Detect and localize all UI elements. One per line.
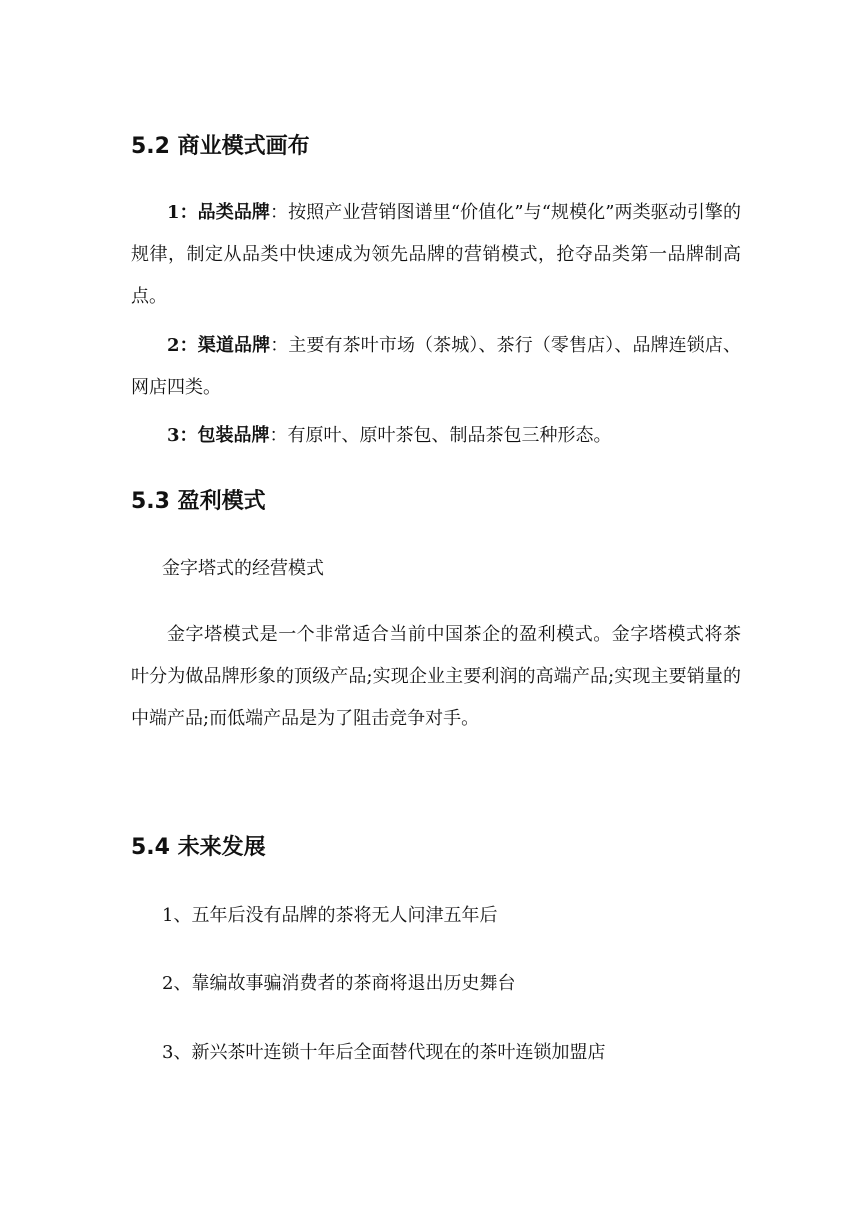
paragraph-package-brand bbox=[131, 415, 741, 457]
label-package-brand: 3：包装品牌 bbox=[167, 425, 270, 446]
paragraph-channel-brand bbox=[131, 325, 741, 409]
list-item: 1、五年后没有品牌的茶将无人问津五年后 bbox=[162, 905, 498, 926]
heading-5-4: 5.4 未来发展 bbox=[131, 835, 266, 860]
label-category-brand: 1：品类品牌 bbox=[167, 202, 271, 223]
paragraph-category-brand bbox=[131, 192, 741, 318]
heading-5-2: 5.2 商业模式画布 bbox=[131, 134, 310, 159]
label-channel-brand: 2：渠道品牌 bbox=[167, 335, 271, 356]
heading-5-3: 5.3 盈利模式 bbox=[131, 489, 266, 514]
subtitle-pyramid-model: 金字塔式的经营模式 bbox=[162, 558, 324, 579]
text-channel-brand: ：主要有茶叶市场（茶城）、茶行（零售店）、品牌连锁店、网店四类。 bbox=[131, 335, 742, 398]
list-item: 2、靠编故事骗消费者的茶商将退出历史舞台 bbox=[162, 973, 516, 994]
text-package-brand: ：有原叶、原叶茶包、制品茶包三种形态。 bbox=[269, 425, 612, 446]
text-category-brand: ：按照产业营销图谱里“价值化”与“规模化”两类驱动引擎的规律，制定从品类中快速成为领先品牌的营销模式，抢夺品类第一品牌制高点。 bbox=[131, 202, 741, 307]
paragraph-pyramid-body: 金字塔模式是一个非常适合当前中国茶企的盈利模式。金字塔模式将茶叶分为做品牌形象的顶级产品;实现企业主要利润的高端产品;实现主要销量的中端产品;而低端产品是为了阻击竞争对手。 bbox=[131, 624, 741, 729]
list-item: 3、新兴茶叶连锁十年后全面替代现在的茶叶连锁加盟店 bbox=[162, 1042, 606, 1063]
